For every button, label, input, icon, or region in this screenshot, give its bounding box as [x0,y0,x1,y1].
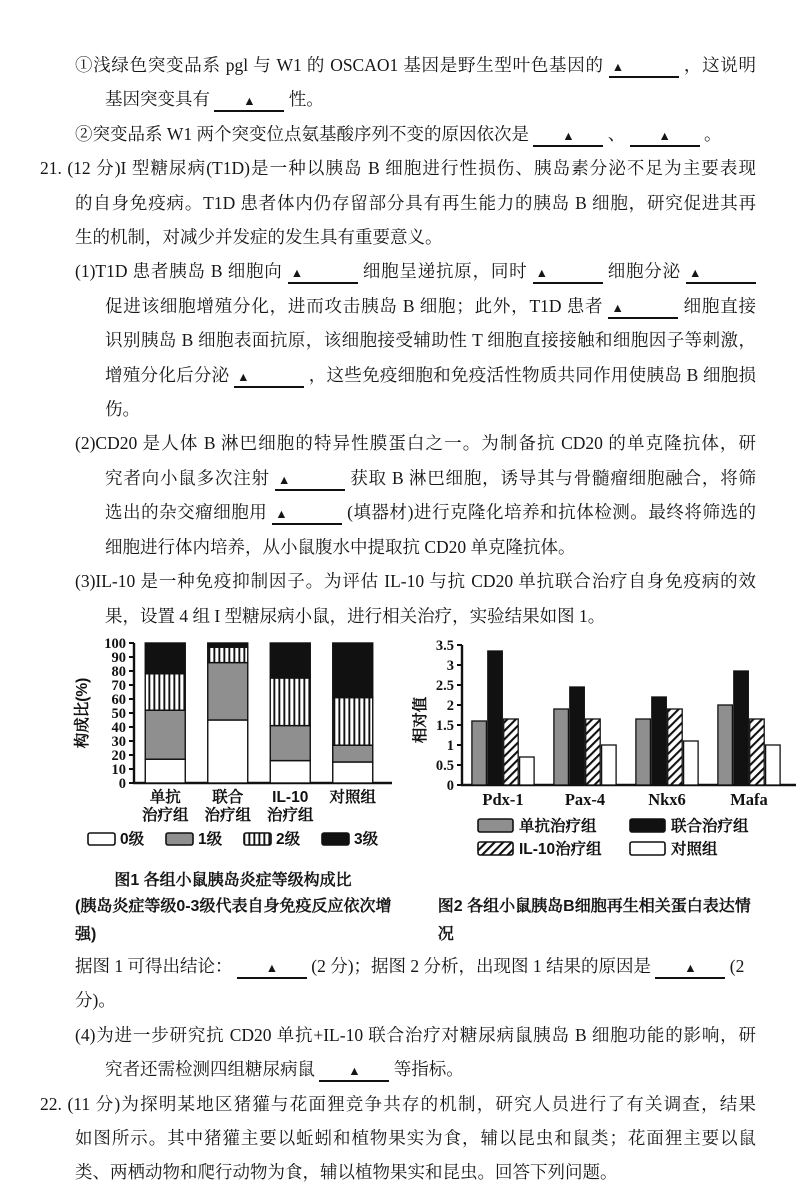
text-line: 促进该细胞增殖分化，进而攻击胰岛 B 细胞；此外，T1D 患者 ▲ 细胞直接 [40,289,756,323]
text-line: 识别胰岛 B 细胞表面抗原，该细胞接受辅助性 T 细胞直接接触和细胞因子等刺激， [105,330,756,351]
answer-blank: ▲ [275,473,345,491]
bar [668,709,683,785]
answer-blank: ▲ [288,266,358,284]
bar-segment [208,720,248,783]
bar [750,719,765,785]
legend-swatch [322,833,349,845]
bar-segment [333,762,373,783]
svg-text:2级: 2级 [276,830,301,848]
svg-text:3级: 3级 [354,830,379,848]
svg-text:90: 90 [111,649,126,666]
svg-text:Mafa: Mafa [730,789,768,809]
answer-blank: ▲ [272,507,342,525]
answer-blank: ▲ [533,266,603,284]
svg-text:2.5: 2.5 [435,677,454,694]
svg-text:0: 0 [446,777,454,794]
text-line: ①浅绿色突变品系 pgl 与 W1 的 OSCAO1 基因是野生型叶色基因的 ▲ ，这说明 [40,48,756,82]
bar-segment [333,643,373,698]
bar-segment [145,710,185,759]
bar-segment [270,726,310,761]
text-line: 果，设置 4 组 I 型糖尿病小鼠，进行相关治疗，实验结果如图 1。 [105,605,606,626]
text-line: 类、两栖动物和爬行动物为食，辅以植物果实和昆虫。回答下列问题。 [75,1162,618,1183]
svg-text:治疗组: 治疗组 [141,806,189,824]
svg-text:0.5: 0.5 [435,757,454,774]
svg-text:0级: 0级 [120,830,145,848]
text-line: 增殖分化后分泌 ▲ ，这些免疫细胞和免疫活性物质共同作用使胰岛 B 细胞损 [40,358,756,392]
bar [554,709,569,785]
text-line: ②突变品系 W1 两个突变位点氨基酸序列不变的原因依次是 ▲ 、 ▲ 。 [40,117,756,151]
svg-text:1: 1 [446,737,454,754]
bar [636,719,651,785]
svg-text:Nkx6: Nkx6 [648,789,686,809]
bar [586,719,601,785]
svg-text:40: 40 [111,719,126,736]
svg-text:联合: 联合 [212,788,244,806]
bar-segment [270,761,310,783]
svg-text:60: 60 [111,691,126,708]
svg-text:联合治疗组: 联合治疗组 [671,817,749,835]
svg-text:治疗组: 治疗组 [204,806,252,824]
bar-segment [145,643,185,674]
svg-text:80: 80 [111,663,126,680]
bar [684,741,699,785]
bar [570,687,585,785]
bar [652,697,667,785]
svg-text:相对值: 相对值 [412,696,429,744]
figure1-caption-text: 图1 各组小鼠胰岛炎症等级构成比 [114,871,352,889]
svg-text:100: 100 [104,635,126,652]
text-line: 生的机制，对减少并发症的发生具有重要意义。 [75,227,443,248]
bar [472,721,487,785]
text-line: 究者向小鼠多次注射 ▲ 获取 B 淋巴细胞，诱导其与骨髓瘤细胞融合，将筛 [40,461,756,495]
answer-blank: ▲ [237,961,307,979]
svg-text:IL-10: IL-10 [272,788,309,806]
bar-segment [333,745,373,762]
question-text-block-top [40,48,756,633]
answer-blank: ▲ [608,301,678,319]
figure-captions-line [75,893,756,949]
bar-segment [208,663,248,720]
bar [602,745,617,785]
bar [766,745,781,785]
bar [718,705,733,785]
bar [504,719,519,785]
svg-text:对照组: 对照组 [329,788,377,806]
bar-segment [145,674,185,710]
figure1-subcaption: (胰岛炎症等级0-3级代表自身免疫反应依次增强) [75,897,392,943]
bar-segment [333,698,373,746]
svg-text:10: 10 [111,761,126,778]
legend-swatch [630,842,665,855]
question-text-block-bottom [40,949,756,1187]
text-line: 据图 1 可得出结论： ▲ (2 分)；据图 2 分析，出现图 1 结果的原因是 ▲ (2 分)。 [75,955,745,1011]
svg-text:Pdx-1: Pdx-1 [482,789,524,809]
bar-segment [270,678,310,726]
figures-row [72,635,768,868]
answer-blank: ▲ [655,961,725,979]
svg-text:50: 50 [111,705,126,722]
text-line: 细胞进行体内培养，从小鼠腹水中提取抗 CD20 单克隆抗体。 [105,536,576,557]
legend-swatch [478,819,513,832]
figure2-caption: 图2 各组小鼠胰岛B细胞再生相关蛋白表达情况 [437,897,751,943]
legend-swatch [88,833,115,845]
answer-blank: ▲ [609,60,679,78]
svg-text:1.5: 1.5 [435,717,454,734]
text-line: 21. (12 分)I 型糖尿病(T1D)是一种以胰岛 B 细胞进行性损伤、胰岛素分泌不足为主要表现 [40,158,756,179]
bar [734,671,749,785]
figure1-stacked-bar-chart [72,635,394,868]
svg-text:30: 30 [111,733,126,750]
svg-text:对照组: 对照组 [671,840,718,858]
text-line: 的自身免疫病。T1D 患者体内仍存留部分具有再生能力的胰岛 B 细胞，研究促进其再 [75,192,756,213]
bar [488,651,503,785]
legend-swatch [244,833,271,845]
svg-text:0: 0 [118,775,126,792]
figure2-svg [412,635,800,863]
legend-swatch [166,833,193,845]
svg-text:Pax-4: Pax-4 [564,789,606,809]
svg-text:3: 3 [446,657,454,674]
svg-text:单抗: 单抗 [149,788,181,806]
answer-blank: ▲ [214,94,284,112]
text-line: 伤。 [105,399,140,420]
svg-text:3.5: 3.5 [435,637,454,654]
text-line: 选出的杂交瘤细胞用 ▲ (填器材)进行克隆化培养和抗体检测。最终将筛选的 [40,495,756,529]
answer-blank: ▲ [234,370,304,388]
svg-text:构成比(%): 构成比(%) [74,677,91,749]
svg-text:70: 70 [111,677,126,694]
text-line: 究者还需检测四组糖尿病鼠 ▲ 等指标。 [40,1052,756,1086]
figure1-svg [72,635,394,863]
answer-blank: ▲ [533,129,603,147]
legend-swatch [478,842,513,855]
figure2-grouped-bar-chart [412,635,800,868]
answer-blank: ▲ [630,129,700,147]
text-line: (2)CD20 是人体 B 淋巴细胞的特异性膜蛋白之一。为制备抗 CD20 的单克隆抗体，研 [75,433,756,454]
svg-text:2: 2 [446,697,454,714]
bar [520,757,535,785]
svg-text:治疗组: 治疗组 [266,806,314,824]
text-line: 基因突变具有 ▲ 性。 [40,82,756,116]
text-line: (3)IL-10 是一种免疫抑制因子。为评估 IL-10 与抗 CD20 单抗联合治疗自身免疫病的效 [75,571,756,592]
svg-text:IL-10治疗组: IL-10治疗组 [519,840,602,858]
legend-swatch [630,819,665,832]
bar-segment [145,759,185,783]
bar-segment [208,643,248,647]
text-line: (4)为进一步研究抗 CD20 单抗+IL-10 联合治疗对糖尿病鼠胰岛 B 细胞功能的影响，研 [75,1024,756,1045]
figure1-caption [72,868,394,893]
svg-text:单抗治疗组: 单抗治疗组 [519,817,597,835]
svg-text:20: 20 [111,747,126,764]
bar-segment [208,647,248,662]
svg-text:1级: 1级 [198,830,223,848]
answer-blank: ▲ [319,1064,389,1082]
bar-segment [270,643,310,678]
text-line: 22. (11 分)为探明某地区猪獾与花面狸竞争共存的机制，研究人员进行了有关调查，结果 [40,1093,756,1114]
text-line: 如图所示。其中猪獾主要以蚯蚓和植物果实为食，辅以昆虫和鼠类；花面狸主要以鼠 [75,1127,756,1148]
answer-blank: ▲ [686,266,756,284]
text-line: (1)T1D 患者胰岛 B 细胞向 ▲ 细胞呈递抗原，同时 ▲ 细胞分泌 ▲ [40,254,756,288]
